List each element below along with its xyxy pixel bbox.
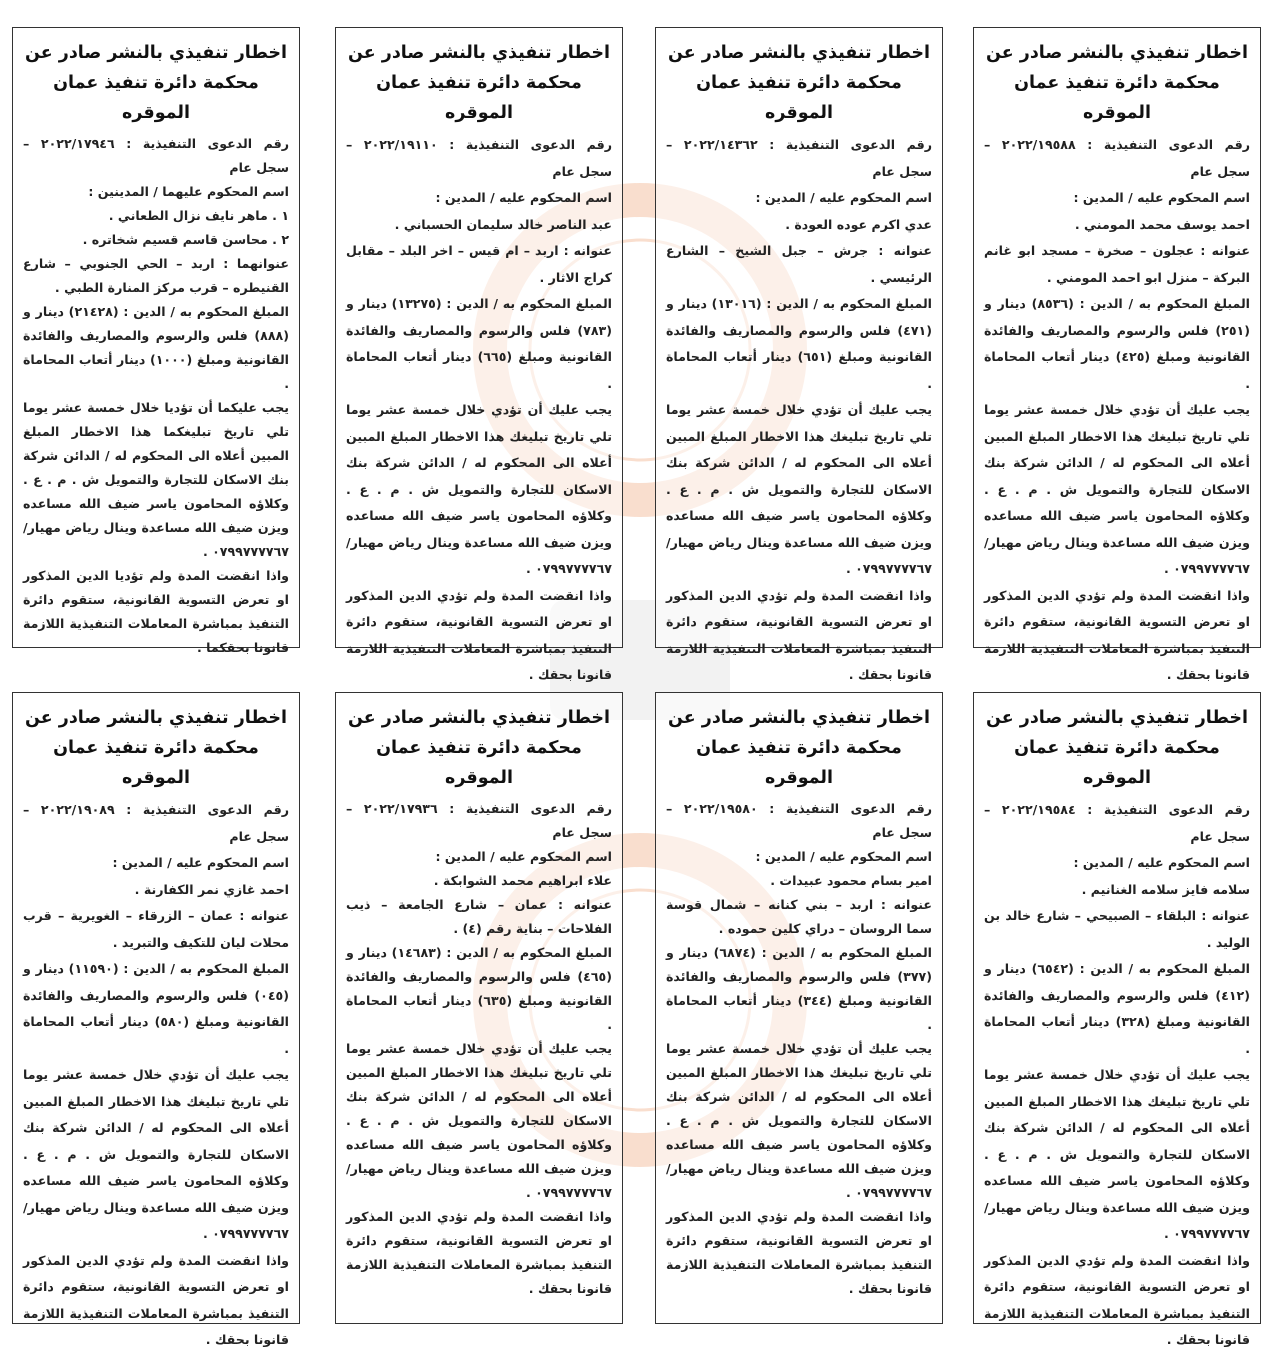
title-line-2: محكمة دائرة تنفيذ عمان الموقره <box>376 738 582 788</box>
notice-card <box>12 27 300 655</box>
notice-title <box>984 38 1250 128</box>
notice-card <box>335 692 623 1324</box>
enforcement-warning: واذا انقضت المدة ولم تؤدي الدين المذكور او تعرض التسوية القانونية، ستقوم دائرة التنفيذ بمباشرة المعاملات التنفيذية اللازمة قانونا بحقك . <box>23 1252 289 1347</box>
case-number: رقم الدعوى التنفيذية : ٢٠٢٢/١٩٥٨٠ – سجل عام <box>666 801 933 840</box>
debtor-name: علاء ابراهيم محمد الشوابكة . <box>433 873 612 888</box>
notice-title <box>666 703 932 793</box>
debtor-label: اسم المحكوم عليه / المدين : <box>755 190 932 205</box>
title-line-2: محكمة دائرة تنفيذ عمان الموقره <box>1014 738 1220 788</box>
payment-demand: يجب عليك أن تؤدي خلال خمسة عشر يوما تلي تاريخ تبليغك هذا الاخطار المبلغ المبين أعلاه الى المحكوم له / الدائن شركة بنك الاسكان للتجارة والتمويل ش . م . ع . وكلاؤه المحامون ياسر ضيف الله مساعده ويزن ضيف الله مساعدة وينال رياض مهيار/ ٠٧٩٩٧٧٧٧٦٧ . <box>666 402 932 576</box>
judgment-amount: المبلغ المحكوم به / الدين : (١١٥٩٠) دينار و (٠٤٥) فلس والرسوم والمصاريف والفائدة القانونية ومبلغ (٥٨٠) دينار أتعاب المحاماة . <box>23 961 289 1056</box>
debtor-name-2: ٢ . محاسن قاسم قسيم شخاتره . <box>82 232 289 247</box>
title-line-2: محكمة دائرة تنفيذ عمان الموقره <box>53 738 259 788</box>
notice-title <box>346 703 612 793</box>
judgment-amount: المبلغ المحكوم به / الدين : (٦٨٧٤) دينار و (٣٧٧) فلس والرسوم والمصاريف والفائدة القانونية ومبلغ (٣٤٤) دينار أتعاب المحاماة . <box>666 945 932 1032</box>
enforcement-warning: واذا انقضت المدة ولم تؤدي الدين المذكور او تعرض التسوية القانونية، ستقوم دائرة التنفيذ بمباشرة المعاملات التنفيذية اللازمة قانونا بحقك . <box>346 587 612 682</box>
enforcement-warning: واذا انقضت المدة ولم تؤدي الدين المذكور او تعرض التسوية القانونية، ستقوم دائرة التنفيذ بمباشرة المعاملات التنفيذية اللازمة قانونا بحقك . <box>984 1252 1250 1347</box>
title-line-2: محكمة دائرة تنفيذ عمان الموقره <box>376 73 582 123</box>
notice-title <box>666 38 932 128</box>
notice-title <box>23 703 289 793</box>
debtor-label: اسم المحكوم عليه / المدين : <box>1073 190 1250 205</box>
title-line-1: اخطار تنفيذي بالنشر صادر عن <box>667 708 931 728</box>
title-line-2: محكمة دائرة تنفيذ عمان الموقره <box>696 738 902 788</box>
payment-demand: يجب عليك أن تؤدي خلال خمسة عشر يوما تلي تاريخ تبليغك هذا الاخطار المبلغ المبين أعلاه الى المحكوم له / الدائن شركة بنك الاسكان للتجارة والتمويل ش . م . ع . وكلاؤه المحامون ياسر ضيف الله مساعده ويزن ضيف الله مساعدة وينال رياض مهيار/ ٠٧٩٩٧٧٧٧٦٧ . <box>346 1041 612 1200</box>
debtor-name-1: ١ . ماهر نايف نزال الطعاني . <box>108 208 289 223</box>
enforcement-warning: واذا انقضت المدة ولم تؤدي الدين المذكور او تعرض التسوية القانونية، ستقوم دائرة التنفيذ بمباشرة المعاملات التنفيذية اللازمة قانونا بحقك . <box>346 1209 612 1296</box>
debtor-address: عنوانه : عجلون – صخرة – مسجد ابو غانم البركة – منزل ابو احمد المومني . <box>984 243 1250 285</box>
notice-title <box>23 38 289 128</box>
notice-card <box>973 27 1261 682</box>
case-number: رقم الدعوى التنفيذية : ٢٠٢٢/١٩٥٨٨ – سجل عام <box>984 137 1251 179</box>
notice-title <box>346 38 612 128</box>
payment-demand: يجب عليك أن تؤدي خلال خمسة عشر يوما تلي تاريخ تبليغك هذا الاخطار المبلغ المبين أعلاه الى المحكوم له / الدائن شركة بنك الاسكان للتجارة والتمويل ش . م . ع . وكلاؤه المحامون ياسر ضيف الله مساعده ويزن ضيف الله مساعدة وينال رياض مهيار/ ٠٧٩٩٧٧٧٧٦٧ . <box>23 1067 289 1241</box>
debtor-label: اسم المحكوم عليه / المدين : <box>112 855 289 870</box>
payment-demand: يجب عليكما أن تؤديا خلال خمسة عشر يوما تلي تاريخ تبليغكما هذا الاخطار المبلغ المبين أعلاه الى المحكوم له / الدائن شركة بنك الاسكان للتجارة والتمويل ش . م . ع . وكلاؤه المحامون ياسر ضيف الله مساعده ويزن ضيف الله مساعدة وينال رياض مهيار/ ٠٧٩٩٧٧٧٧٦٧ . <box>23 400 289 559</box>
title-line-1: اخطار تنفيذي بالنشر صادر عن <box>24 708 288 728</box>
judgment-amount: المبلغ المحكوم به / الدين : (١٣٠١٦) دينار و (٤٧١) فلس والرسوم والمصاريف والفائدة القانونية ومبلغ (٦٥١) دينار أتعاب المحاماة . <box>666 296 932 391</box>
notice-card <box>973 692 1261 1347</box>
judgment-amount: المبلغ المحكوم به / الدين : (٢١٤٢٨) دينار و (٨٨٨) فلس والرسوم والمصاريف والفائدة القانونية ومبلغ (١٠٠٠) دينار أتعاب المحاماة . <box>23 304 289 391</box>
case-number: رقم الدعوى التنفيذية : ٢٠٢٢/١٧٩٣٦ – سجل عام <box>346 801 613 840</box>
title-line-1: اخطار تنفيذي بالنشر صادر عن <box>347 43 611 63</box>
case-number: رقم الدعوى التنفيذية : ٢٠٢٢/١٧٩٤٦ – سجل عام <box>23 136 290 175</box>
enforcement-warning: واذا انقضت المدة ولم تؤديا الدين المذكور او تعرض التسوية القانونية، ستقوم دائرة التنفيذ بمباشرة المعاملات التنفيذية اللازمة قانونا بحقكما . <box>23 568 289 655</box>
debtor-name: عدي اكرم عوده العودة . <box>785 216 932 232</box>
debtor-label: اسم المحكوم عليه / المدين : <box>435 190 612 205</box>
notice-card <box>655 692 943 1324</box>
debtor-address: عنوانه : اربد – بني كنانه – شمال قوسة سما الروسان – دراي كلين حموده . <box>666 897 932 936</box>
title-line-2: محكمة دائرة تنفيذ عمان الموقره <box>696 73 902 123</box>
notice-title <box>984 703 1250 793</box>
debtor-name: سلامه فايز سلامه الغنانيم . <box>1081 881 1250 897</box>
debtor-label: اسم المحكوم عليهما / المدينين : <box>88 184 289 199</box>
notice-card <box>655 27 943 682</box>
payment-demand: يجب عليك أن تؤدي خلال خمسة عشر يوما تلي تاريخ تبليغك هذا الاخطار المبلغ المبين أعلاه الى المحكوم له / الدائن شركة بنك الاسكان للتجارة والتمويل ش . م . ع . وكلاؤه المحامون ياسر ضيف الله مساعده ويزن ضيف الله مساعدة وينال رياض مهيار/ ٠٧٩٩٧٧٧٧٦٧ . <box>666 1041 932 1200</box>
title-line-1: اخطار تنفيذي بالنشر صادر عن <box>985 43 1249 63</box>
debtor-name: عبد الناصر خالد سليمان الحسباني . <box>394 216 612 232</box>
debtor-address: عنوانه : اربد – ام قيس – اخر البلد – مقابل كراج الاثار . <box>346 243 612 285</box>
title-line-2: محكمة دائرة تنفيذ عمان الموقره <box>1014 73 1220 123</box>
enforcement-warning: واذا انقضت المدة ولم تؤدي الدين المذكور او تعرض التسوية القانونية، ستقوم دائرة التنفيذ بمباشرة المعاملات التنفيذية اللازمة قانونا بحقك . <box>666 587 932 682</box>
debtor-label: اسم المحكوم عليه / المدين : <box>755 849 932 864</box>
debtor-name: احمد غازي نمر الكفارنة . <box>134 881 289 897</box>
title-line-1: اخطار تنفيذي بالنشر صادر عن <box>667 43 931 63</box>
title-line-1: اخطار تنفيذي بالنشر صادر عن <box>347 708 611 728</box>
title-line-2: محكمة دائرة تنفيذ عمان الموقره <box>53 73 259 123</box>
debtor-name: امير بسام محمود عبيدات . <box>770 873 932 888</box>
debtor-label: اسم المحكوم عليه / المدين : <box>435 849 612 864</box>
title-line-1: اخطار تنفيذي بالنشر صادر عن <box>985 708 1249 728</box>
judgment-amount: المبلغ المحكوم به / الدين : (١٣٢٧٥) دينار و (٧٨٣) فلس والرسوم والمصاريف والفائدة القانونية ومبلغ (٦٦٥) دينار أتعاب المحاماة . <box>346 296 612 391</box>
debtor-address: عنوانه : عمان – شارع الجامعة – ذيب الفلاحات – بناية رقم (٤) . <box>346 897 612 936</box>
judgment-amount: المبلغ المحكوم به / الدين : (١٤٦٨٣) دينار و (٤٦٥) فلس والرسوم والمصاريف والفائدة القانونية ومبلغ (٦٣٥) دينار أتعاب المحاماة . <box>346 945 612 1032</box>
debtor-address: عنوانهما : اربد – الحي الجنوبي – شارع القنيطره – قرب مركز المنارة الطبي . <box>23 256 289 295</box>
title-line-1: اخطار تنفيذي بالنشر صادر عن <box>24 43 288 63</box>
case-number: رقم الدعوى التنفيذية : ٢٠٢٢/١٤٣٦٢ – سجل عام <box>666 137 933 179</box>
debtor-label: اسم المحكوم عليه / المدين : <box>1073 855 1250 870</box>
case-number: رقم الدعوى التنفيذية : ٢٠٢٢/١٩٠٨٩ – سجل عام <box>23 802 290 844</box>
notice-card <box>335 27 623 682</box>
enforcement-warning: واذا انقضت المدة ولم تؤدي الدين المذكور او تعرض التسوية القانونية، ستقوم دائرة التنفيذ بمباشرة المعاملات التنفيذية اللازمة قانونا بحقك . <box>666 1209 932 1296</box>
payment-demand: يجب عليك أن تؤدي خلال خمسة عشر يوما تلي تاريخ تبليغك هذا الاخطار المبلغ المبين أعلاه الى المحكوم له / الدائن شركة بنك الاسكان للتجارة والتمويل ش . م . ع . وكلاؤه المحامون ياسر ضيف الله مساعده ويزن ضيف الله مساعدة وينال رياض مهيار/ ٠٧٩٩٧٧٧٧٦٧ . <box>984 1067 1250 1241</box>
debtor-name: احمد يوسف محمد المومني . <box>1074 216 1250 232</box>
debtor-address: عنوانه : عمان – الزرقاء – الغويرية – قرب محلات ليان للتكيف والتبريد . <box>23 908 289 950</box>
enforcement-warning: واذا انقضت المدة ولم تؤدي الدين المذكور او تعرض التسوية القانونية، ستقوم دائرة التنفيذ بمباشرة المعاملات التنفيذية اللازمة قانونا بحقك . <box>984 587 1250 682</box>
judgment-amount: المبلغ المحكوم به / الدين : (٨٥٣٦) دينار و (٢٥١) فلس والرسوم والمصاريف والفائدة القانونية ومبلغ (٤٢٥) دينار أتعاب المحاماة . <box>984 296 1250 391</box>
case-number: رقم الدعوى التنفيذية : ٢٠٢٢/١٩٥٨٤ – سجل عام <box>984 802 1251 844</box>
debtor-address: عنوانه : البلقاء – الصبيحي – شارع خالد بن الوليد . <box>984 908 1250 950</box>
case-number: رقم الدعوى التنفيذية : ٢٠٢٢/١٩١١٠ – سجل عام <box>346 137 613 179</box>
judgment-amount: المبلغ المحكوم به / الدين : (٦٥٤٢) دينار و (٤١٢) فلس والرسوم والمصاريف والفائدة القانونية ومبلغ (٣٢٨) دينار أتعاب المحاماة . <box>984 961 1250 1056</box>
payment-demand: يجب عليك أن تؤدي خلال خمسة عشر يوما تلي تاريخ تبليغك هذا الاخطار المبلغ المبين أعلاه الى المحكوم له / الدائن شركة بنك الاسكان للتجارة والتمويل ش . م . ع . وكلاؤه المحامون ياسر ضيف الله مساعده ويزن ضيف الله مساعدة وينال رياض مهيار/ ٠٧٩٩٧٧٧٧٦٧ . <box>346 402 612 576</box>
debtor-address: عنوانه : جرش – جبل الشيخ – الشارع الرئيسي . <box>666 243 932 285</box>
notice-card <box>12 692 300 1347</box>
payment-demand: يجب عليك أن تؤدي خلال خمسة عشر يوما تلي تاريخ تبليغك هذا الاخطار المبلغ المبين أعلاه الى المحكوم له / الدائن شركة بنك الاسكان للتجارة والتمويل ش . م . ع . وكلاؤه المحامون ياسر ضيف الله مساعده ويزن ضيف الله مساعدة وينال رياض مهيار/ ٠٧٩٩٧٧٧٧٦٧ . <box>984 402 1250 576</box>
